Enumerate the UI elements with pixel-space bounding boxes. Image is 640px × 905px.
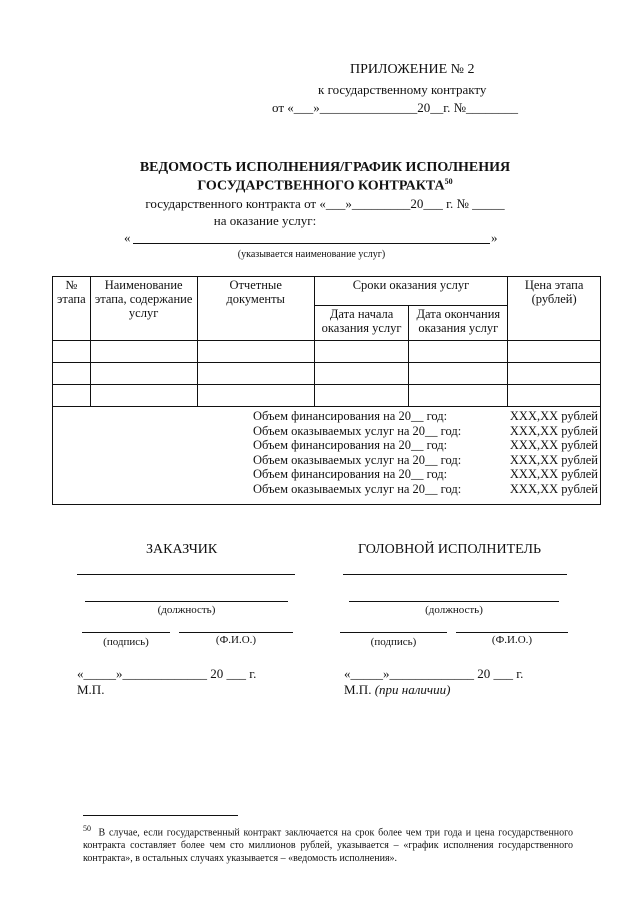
table-cell	[409, 363, 508, 385]
document-title-line2-text: ГОСУДАРСТВЕННОГО КОНТРАКТА	[197, 178, 445, 194]
summary-value: ХХХ,ХХ рублей	[509, 409, 598, 423]
footnote	[83, 822, 573, 865]
summary-label: Объем оказываемых услуг на 20__ год:	[253, 423, 462, 438]
customer-position-label: (должность)	[157, 604, 216, 616]
summary-label: Объем финансирования на 20__ год:	[253, 438, 448, 452]
contractor-seal	[344, 682, 450, 698]
footnote-separator	[83, 815, 238, 816]
summary-row	[53, 467, 600, 482]
table-cell	[409, 385, 508, 407]
customer-fio-line	[179, 632, 293, 633]
footnote-number: 50	[83, 824, 91, 833]
contractor-signature-line	[340, 632, 447, 633]
header-stage-price: Цена этапа (рублей)	[508, 277, 601, 341]
header-service-terms: Сроки оказания услуг	[314, 277, 508, 306]
footnote-text: В случае, если государственный контракт заключается на срок более чем три года и цена государственного контракта составляет более чем сто миллионов рублей, указывается – «график исполнения государственного контракта», в остальных случаях указывается – «ведомость исполнения».	[83, 827, 574, 865]
header-stage-number: № этапа	[53, 277, 91, 341]
table-cell	[508, 363, 601, 385]
header-stage-name: Наименование этапа, содержание услуг	[90, 277, 197, 341]
header-start-date: Дата начала оказания услуг	[314, 306, 409, 341]
summary-row	[53, 409, 600, 424]
contractor-seal-label: М.П.	[344, 682, 372, 697]
summary-value: ХХХ,ХХ рублей	[509, 467, 598, 481]
service-quote-close: »	[491, 230, 498, 245]
summary-cell	[53, 407, 601, 505]
summary-label: Объем оказываемых услуг на 20__ год:	[253, 452, 462, 467]
table-cell	[53, 363, 91, 385]
table-cell	[90, 341, 197, 363]
summary-row	[53, 453, 600, 468]
table-cell	[90, 385, 197, 407]
table-cell	[90, 363, 197, 385]
table-cell	[314, 363, 409, 385]
schedule-table	[52, 276, 601, 505]
service-quote-open: «	[124, 230, 131, 245]
contractor-position-label: (должность)	[425, 604, 483, 616]
table-cell	[53, 341, 91, 363]
table-cell	[197, 341, 314, 363]
table-cell	[508, 341, 601, 363]
table-row	[53, 341, 601, 363]
contractor-name-line	[343, 574, 567, 575]
service-name-line	[133, 243, 490, 244]
summary-value: ХХХ,ХХ рублей	[509, 481, 598, 496]
contractor-seal-note: (при наличии)	[374, 682, 451, 697]
customer-signature-label: (подпись)	[103, 636, 149, 648]
table-cell	[314, 341, 409, 363]
contractor-signature-label: (подпись)	[370, 636, 417, 648]
contract-line: государственного контракта от «___»_________20___ г. № _____	[145, 196, 505, 211]
customer-date: «_____»_____________ 20 ___ г.	[77, 666, 257, 681]
customer-title: ЗАКАЗЧИК	[146, 542, 218, 557]
document-title-line1: ВЕДОМОСТЬ ИСПОЛНЕНИЯ/ГРАФИК ИСПОЛНЕНИЯ	[139, 160, 511, 175]
summary-row	[53, 424, 600, 439]
summary-value: ХХХ,ХХ рублей	[509, 438, 598, 452]
customer-signature-line	[82, 632, 170, 633]
table-cell	[197, 385, 314, 407]
summary-value: ХХХ,ХХ рублей	[509, 423, 598, 438]
customer-name-line	[77, 574, 295, 575]
summary-label: Объем финансирования на 20__ год:	[253, 467, 448, 481]
summary-label: Объем финансирования на 20__ год:	[253, 409, 448, 423]
appendix-contract-line: от «___»_______________20__г. №________	[272, 100, 519, 115]
customer-position-line	[85, 601, 288, 602]
appendix-title: ПРИЛОЖЕНИЕ № 2	[350, 62, 475, 77]
table-cell	[197, 363, 314, 385]
summary-row	[53, 482, 600, 497]
contractor-date: «_____»_____________ 20 ___ г.	[344, 666, 524, 681]
table-cell	[53, 385, 91, 407]
customer-fio-label: (Ф.И.О.)	[215, 634, 257, 646]
table-cell	[508, 385, 601, 407]
table-row	[53, 363, 601, 385]
contractor-title: ГОЛОВНОЙ ИСПОЛНИТЕЛЬ	[358, 542, 542, 557]
service-hint: (указывается наименование услуг)	[237, 249, 386, 260]
table-cell	[314, 385, 409, 407]
contractor-position-line	[349, 601, 559, 602]
table-row	[53, 385, 601, 407]
contractor-fio-line	[456, 632, 568, 633]
summary-value: ХХХ,ХХ рублей	[509, 452, 598, 467]
header-report-docs: Отчетные документы	[197, 277, 314, 341]
summary-row	[53, 438, 600, 453]
summary-label: Объем оказываемых услуг на 20__ год:	[253, 481, 462, 496]
footnote-ref: 50	[444, 177, 453, 186]
appendix-subtitle: к государственному контракту	[318, 82, 487, 97]
services-label: на оказание услуг:	[213, 213, 317, 228]
header-end-date: Дата окончания оказания услуг	[409, 306, 508, 341]
document-title-line2	[100, 177, 550, 195]
customer-seal: М.П.	[77, 682, 105, 697]
table-cell	[409, 341, 508, 363]
contractor-fio-label: (Ф.И.О.)	[491, 634, 533, 646]
